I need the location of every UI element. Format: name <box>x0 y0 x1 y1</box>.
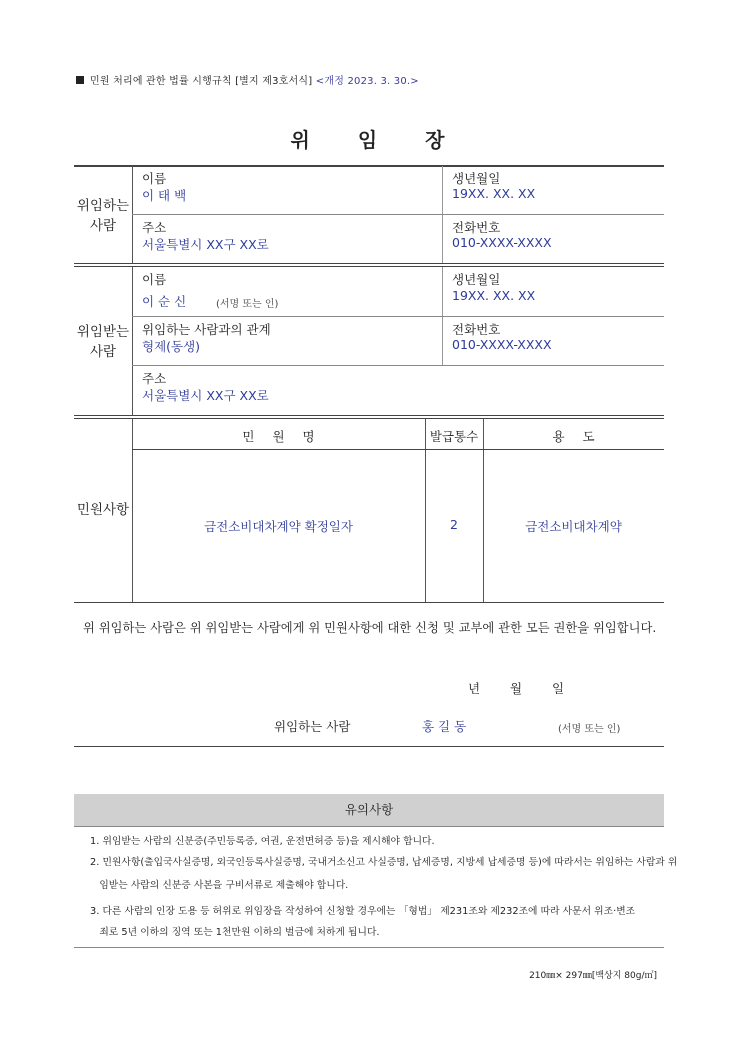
delegation-statement: 위 위임하는 사람은 위 위임받는 사람에게 위 민원사항에 대한 신청 및 교부에 관한 모든 권한을 위임합니다. <box>83 621 657 635</box>
signature-bottom-border <box>74 746 664 747</box>
notice-title: 유의사항 <box>74 794 664 826</box>
civil-affair-purpose-value[interactable]: 금전소비대차계약 <box>525 519 622 534</box>
table-header-divider <box>132 449 664 450</box>
row-divider <box>132 316 664 317</box>
delegator-name-label: 이름 <box>142 171 167 186</box>
delegate-birth-label: 생년월일 <box>452 272 501 287</box>
section-divider <box>74 418 664 419</box>
delegate-birth-value[interactable]: 19XX. XX. XX <box>452 288 536 303</box>
civil-affairs-label: 민원사항 <box>76 502 130 518</box>
title-char: 장 <box>425 128 445 152</box>
form-header <box>76 72 419 87</box>
date-day-label: 일 <box>552 681 565 696</box>
signature-name-value[interactable]: 홍 길 동 <box>422 719 467 734</box>
delegate-name-label: 이름 <box>142 272 167 287</box>
delegate-signature-note: (서명 또는 인) <box>216 299 279 310</box>
column-header-purpose: 용 도 <box>552 429 595 444</box>
delegator-birth-label: 생년월일 <box>452 171 501 186</box>
column-divider <box>425 419 426 602</box>
notice-item: 임받는 사람의 신분증 사본을 구비서류로 제출해야 합니다. <box>90 880 349 891</box>
column-header-count: 발급통수 <box>429 429 479 444</box>
delegator-address-label: 주소 <box>142 220 167 235</box>
column-divider <box>132 267 133 415</box>
delegate-relation-label: 위임하는 사람과의 관계 <box>142 322 271 337</box>
paper-spec-footer: 210㎜× 297㎜[백상지 80g/㎡] <box>529 971 657 981</box>
square-bullet-icon <box>76 76 84 84</box>
civil-affair-count-value[interactable]: 2 <box>450 517 458 532</box>
table-top-border <box>74 165 664 167</box>
section-divider <box>74 415 664 416</box>
column-divider <box>483 419 484 602</box>
delegate-address-value[interactable]: 서울특별시 XX구 XX로 <box>142 388 269 403</box>
title-char: 위 <box>290 128 310 152</box>
notice-item: 2. 민원사항(출입국사실증명, 외국인등록사실증명, 국내거소신고 사실증명, 납세증명, 지방세 납세증명 등)에 따라서는 위임하는 사람과 위 <box>90 857 678 868</box>
delegate-phone-value[interactable]: 010-XXXX-XXXX <box>452 337 552 352</box>
delegate-name-value[interactable]: 이 순 신 <box>142 294 187 309</box>
column-divider <box>442 166 443 264</box>
delegator-name-value[interactable]: 이 태 백 <box>142 188 187 203</box>
delegate-address-label: 주소 <box>142 371 167 386</box>
header-text: 민원 처리에 관한 법률 시행규칙 [별지 제3호서식] <box>90 76 313 87</box>
signature-note: (서명 또는 인) <box>558 724 621 735</box>
column-divider <box>132 419 133 602</box>
delegate-relation-value[interactable]: 형제(동생) <box>142 339 201 354</box>
notice-divider <box>74 826 664 827</box>
page-title <box>0 124 735 153</box>
delegator-birth-value[interactable]: 19XX. XX. XX <box>452 186 536 201</box>
date-month-label: 월 <box>510 681 523 696</box>
section-divider <box>74 263 664 264</box>
column-divider <box>132 166 133 264</box>
title-char: 임 <box>357 128 378 152</box>
date-year-label: 년 <box>468 681 481 696</box>
section-divider <box>74 266 664 267</box>
delegator-label: 위임하는 사람 <box>76 198 130 234</box>
row-divider <box>132 365 664 366</box>
column-header-name: 민 원 명 <box>242 429 315 444</box>
notice-bottom-border <box>74 947 664 948</box>
notice-item: 1. 위임받는 사람의 신분증(주민등록증, 여권, 운전면허증 등)을 제시해야 합니다. <box>90 836 435 847</box>
signature-label: 위임하는 사람 <box>274 719 351 734</box>
notice-item: 죄로 5년 이하의 징역 또는 1천만원 이하의 벌금에 처하게 됩니다. <box>90 927 380 938</box>
revision-text: <개정 2023. 3. 30.> <box>315 76 419 87</box>
notice-item: 3. 다른 사람의 인장 도용 등 허위로 위임장을 작성하여 신청할 경우에는 「형법」 제231조와 제232조에 따라 사문서 위조·변조 <box>90 906 636 917</box>
row-divider <box>132 214 664 215</box>
delegate-label: 위임받는 사람 <box>76 324 130 360</box>
delegator-phone-label: 전화번호 <box>452 220 501 235</box>
delegate-phone-label: 전화번호 <box>452 322 501 337</box>
delegator-phone-value[interactable]: 010-XXXX-XXXX <box>452 235 552 250</box>
table-bottom-border <box>74 602 664 603</box>
civil-affair-name-value[interactable]: 금전소비대차계약 확정일자 <box>204 519 353 534</box>
delegator-address-value[interactable]: 서울특별시 XX구 XX로 <box>142 237 269 252</box>
